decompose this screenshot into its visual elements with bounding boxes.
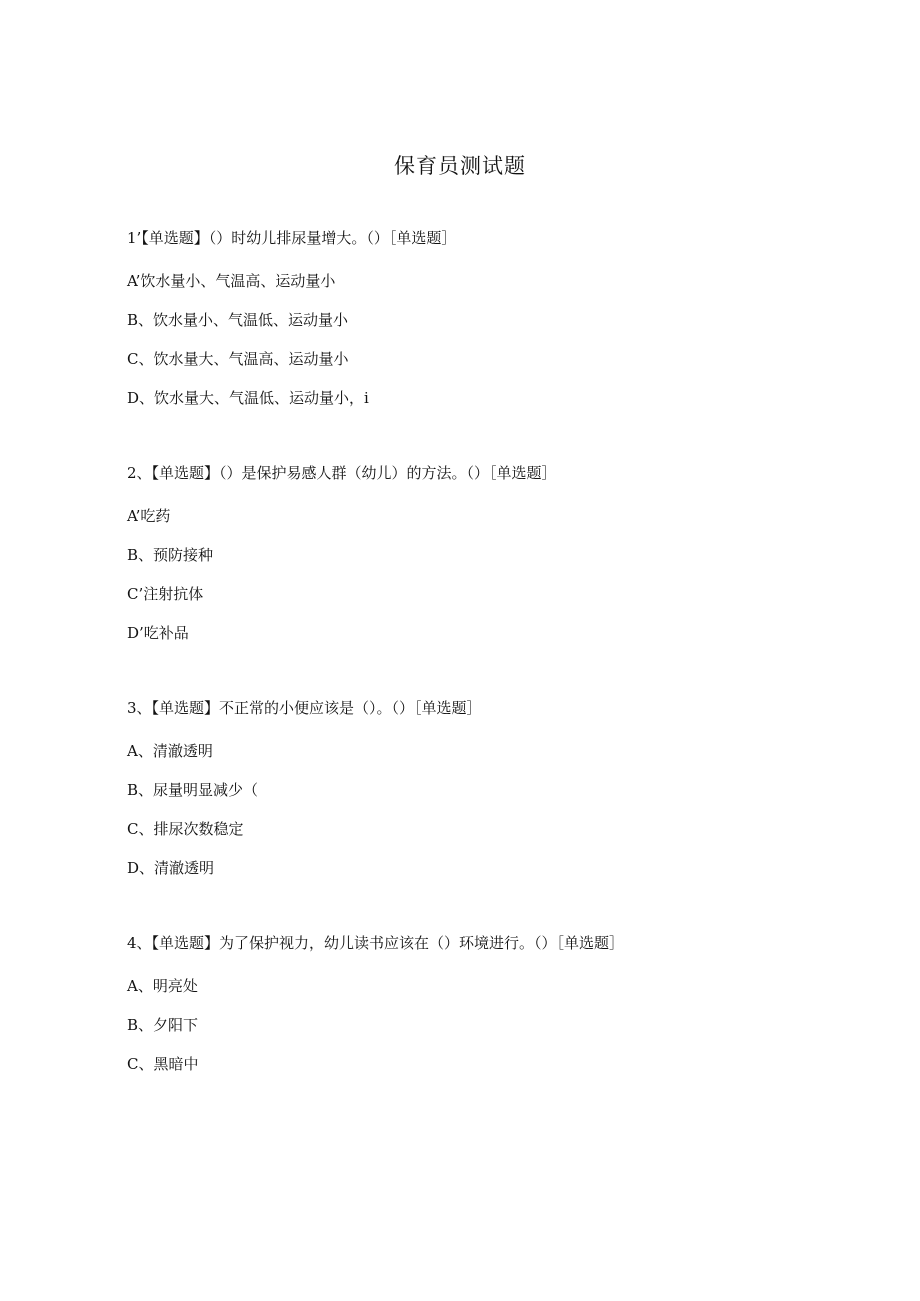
question-4-option-a: A、明亮处 xyxy=(127,977,198,995)
question-4-option-c: C、黑暗中 xyxy=(127,1055,199,1073)
question-2-stem: 2、【单选题】（）是保护易感人群（幼儿）的方法。（）［单选题］ xyxy=(127,464,557,482)
question-1-option-a: A’饮水量小、气温高、运动量小 xyxy=(127,272,336,290)
question-2-option-a: A’吃药 xyxy=(127,507,171,525)
question-3-option-d: D、清澈透明 xyxy=(127,859,215,877)
document-title: 保育员测试题 xyxy=(394,154,526,178)
question-3-option-b: B、尿量明显减少（ xyxy=(127,781,259,799)
question-1-stem: 1’【单选题】（）时幼儿排尿量增大。（）［单选题］ xyxy=(127,229,457,247)
question-4-option-b: B、夕阳下 xyxy=(127,1016,199,1034)
question-4-stem: 4、【单选题】为了保护视力，幼儿读书应该在（）环境进行。（）［单选题］ xyxy=(127,934,625,952)
question-2-option-b: B、预防接种 xyxy=(127,546,214,564)
question-1-option-c: C、饮水量大、气温高、运动量小 xyxy=(127,350,349,368)
question-2-option-c: C’注射抗体 xyxy=(127,585,204,603)
question-3-stem: 3、【单选题】不正常的小便应该是（）。（）［单选题］ xyxy=(127,699,482,717)
question-1-option-d: D、饮水量大、气温低、运动量小，i xyxy=(127,389,369,407)
question-1-option-b: B、饮水量小、气温低、运动量小 xyxy=(127,311,349,329)
question-2-option-d: D’吃补品 xyxy=(127,624,189,642)
question-3-option-a: A、清澈透明 xyxy=(127,742,213,760)
question-3-option-c: C、排尿次数稳定 xyxy=(127,820,244,838)
